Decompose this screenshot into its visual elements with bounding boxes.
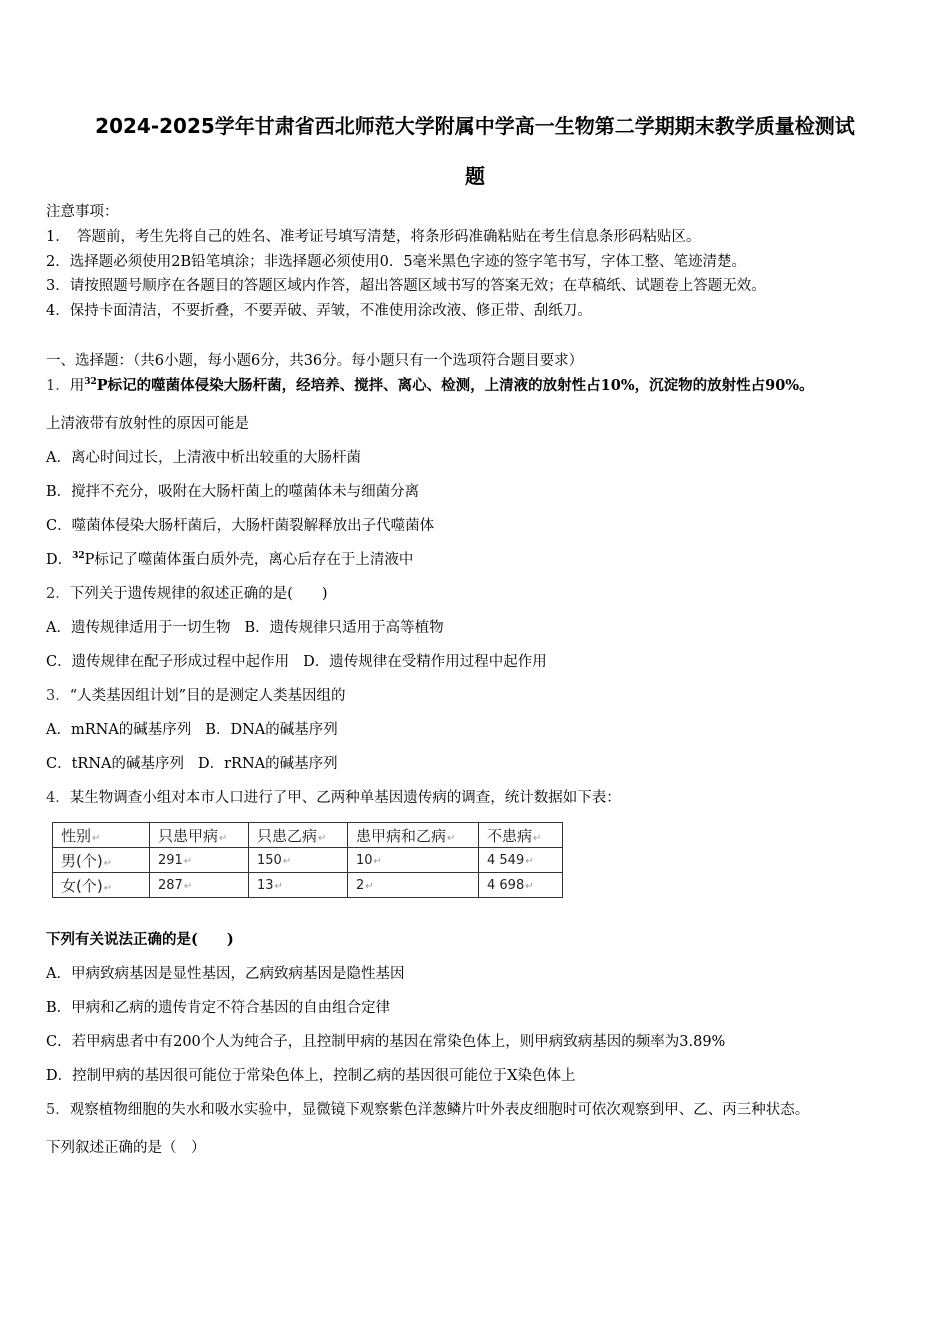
note-item-1: 1． 答题前，考生先将自己的姓名、准考证号填写清楚，将条形码准确粘贴在考生信息条形码粘贴区。 bbox=[46, 229, 701, 245]
question-1-option-d-isotope: 32 bbox=[72, 551, 85, 561]
exam-title-line2: 题 bbox=[465, 164, 485, 188]
question-4-stem-continued: 下列有关说法正确的是( ) bbox=[46, 931, 234, 948]
question-1-option-d bbox=[46, 550, 413, 570]
question-3-number: 3． bbox=[46, 688, 70, 704]
question-5-stem-text: 观察植物细胞的失水和吸水实验中，显微镜下观察紫色洋葱鳞片叶外表皮细胞时可依次观察到甲、乙、丙三种状态。 bbox=[69, 1102, 810, 1118]
question-1-option-a: A．离心时间过长，上清液中析出较重的大肠杆菌 bbox=[46, 450, 361, 466]
table-row bbox=[53, 848, 563, 873]
question-1-option-b: B．搅拌不充分，吸附在大肠杆菌上的噬菌体未与细菌分离 bbox=[46, 484, 420, 500]
question-4-option-d: D．控制甲病的基因很可能位于常染色体上，控制乙病的基因很可能位于X染色体上 bbox=[46, 1068, 576, 1084]
question-4-option-b: B．甲病和乙病的遗传肯定不符合基因的自由组合定律 bbox=[46, 1000, 391, 1016]
question-2-options-cd bbox=[46, 652, 547, 672]
question-2-option-a: A．遗传规律适用于一切生物 bbox=[46, 620, 231, 636]
table-cell: 男(个)↵ bbox=[53, 848, 150, 873]
question-4-stem bbox=[46, 788, 621, 808]
question-2-option-b: B．遗传规律只适用于高等植物 bbox=[244, 620, 444, 636]
table-cell: 4 549↵ bbox=[479, 848, 563, 873]
question-3-stem-text: “人类基因组计划”目的是测定人类基因组的 bbox=[69, 688, 346, 704]
question-2-stem-text: 下列关于遗传规律的叙述正确的是( ) bbox=[69, 586, 328, 602]
table-header-cell: 只患乙病↵ bbox=[249, 823, 348, 848]
exam-title-line1: 2024-2025学年甘肃省西北师范大学附属中学高一生物第二学期期末教学质量检测试 bbox=[95, 114, 855, 138]
table-cell: 287↵ bbox=[150, 873, 249, 898]
question-3-option-d: D．rRNA的碱基序列 bbox=[198, 756, 338, 772]
notes-heading: 注意事项： bbox=[46, 204, 119, 220]
question-4-option-a: A．甲病致病基因是显性基因，乙病致病基因是隐性基因 bbox=[46, 966, 405, 982]
question-1-option-d-text: P标记了噬菌体蛋白质外壳，离心后存在于上清液中 bbox=[84, 552, 414, 568]
table-cell: 4 698↵ bbox=[479, 873, 563, 898]
question-1-stem-text: P标记的噬菌体侵染大肠杆菌，经培养、搅拌、离心、检测，上清液的放射性占10%，沉淀物的放射性占90%。 bbox=[96, 377, 814, 394]
question-1-option-c: C．噬菌体侵染大肠杆菌后，大肠杆菌裂解释放出子代噬菌体 bbox=[46, 518, 435, 534]
question-5-number: 5． bbox=[46, 1102, 70, 1118]
table-cell: 2↵ bbox=[348, 873, 479, 898]
question-2-option-c: C．遗传规律在配子形成过程中起作用 bbox=[46, 654, 290, 670]
table-header-cell: 不患病↵ bbox=[479, 823, 563, 848]
question-2-number: 2． bbox=[46, 586, 70, 602]
question-5-stem-continued: 下列叙述正确的是（ ） bbox=[46, 1140, 206, 1156]
question-3-stem bbox=[46, 686, 346, 706]
table-cell: 13↵ bbox=[249, 873, 348, 898]
section-heading: 一、选择题：（共6小题，每小题6分，共36分。每小题只有一个选项符合题目要求） bbox=[46, 353, 584, 369]
question-1-pre: 用 bbox=[69, 378, 85, 394]
question-4-stem-text: 某生物调查小组对本市人口进行了甲、乙两种单基因遗传病的调查，统计数据如下表： bbox=[69, 790, 621, 806]
table-header-cell: 性别↵ bbox=[53, 823, 150, 848]
question-2-options-ab bbox=[46, 618, 444, 638]
question-3-options-ab bbox=[46, 720, 338, 740]
question-1-stem bbox=[46, 376, 814, 396]
note-item-3: 3．请按照题号顺序在各题目的答题区域内作答，超出答题区域书写的答案无效；在草稿纸、试题卷上答题无效。 bbox=[46, 278, 766, 294]
question-1-option-d-label: D． bbox=[46, 552, 73, 568]
table-header-cell: 只患甲病↵ bbox=[150, 823, 249, 848]
table-header-row bbox=[53, 823, 563, 848]
note-item-4: 4．保持卡面清洁，不要折叠，不要弄破、弄皱，不准使用涂改液、修正带、刮纸刀。 bbox=[46, 303, 592, 319]
question-3-option-a: A．mRNA的碱基序列 bbox=[46, 722, 192, 738]
question-5-stem bbox=[46, 1100, 809, 1120]
question-3-options-cd bbox=[46, 754, 338, 774]
question-4-number: 4． bbox=[46, 790, 70, 806]
table-cell: 10↵ bbox=[348, 848, 479, 873]
question-1-stem-continued: 上清液带有放射性的原因可能是 bbox=[46, 416, 249, 432]
table-row bbox=[53, 873, 563, 898]
question-2-stem bbox=[46, 584, 328, 604]
table-header-cell: 患甲病和乙病↵ bbox=[348, 823, 479, 848]
table-cell: 150↵ bbox=[249, 848, 348, 873]
question-1-number: 1． bbox=[46, 378, 70, 394]
question-1-isotope: 32 bbox=[84, 377, 97, 387]
question-3-option-c: C．tRNA的碱基序列 bbox=[46, 756, 184, 772]
note-item-2: 2．选择题必须使用2B铅笔填涂；非选择题必须使用0．5毫米黑色字迹的签字笔书写，字体工整、笔迹清楚。 bbox=[46, 254, 747, 270]
question-2-option-d: D．遗传规律在受精作用过程中起作用 bbox=[303, 654, 547, 670]
table-cell: 女(个)↵ bbox=[53, 873, 150, 898]
survey-data-table bbox=[52, 822, 563, 898]
table-cell: 291↵ bbox=[150, 848, 249, 873]
question-4-option-c: C．若甲病患者中有200个人为纯合子，且控制甲病的基因在常染色体上，则甲病致病基因的频率为3.89% bbox=[46, 1034, 726, 1050]
question-3-option-b: B．DNA的碱基序列 bbox=[205, 722, 338, 738]
